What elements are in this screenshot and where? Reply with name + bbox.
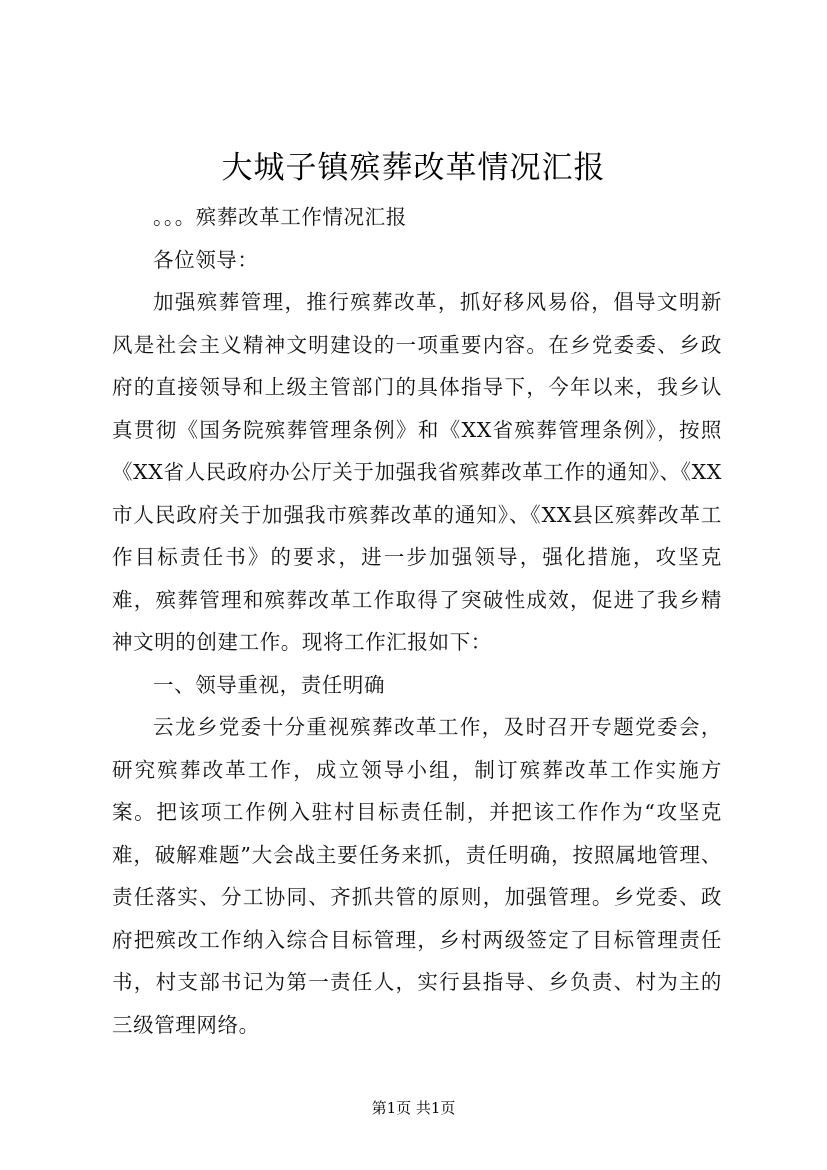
section-heading: 一、领导重视，责任明确 <box>153 672 386 697</box>
subtitle-paragraph: 。。。殡葬改革工作情况汇报 <box>153 205 407 229</box>
document-title: 大城子镇殡葬改革情况汇报 <box>221 150 606 186</box>
section-paragraph: 云龙乡党委十分重视殡葬改革工作，及时召开专题党委会，研究殡葬改革工作，成立领导小组，制订殡葬改革工作实施方案。把该项工作例入驻村目标责任制，并把该工作作为“攻坚克难，破解难题”大会战主要任务来抓，责任明确，按照属地管理、责任落实、分工协同、齐抓共管的原则，加强管理。乡党委、政府把殡改工作纳入综合目标管理，乡村两级签定了目标管理责任书，村支部书记为第一责任人，实行县指导、乡负责、村为主的三级管理网络。 <box>112 715 722 1037</box>
intro-paragraph: 加强殡葬管理，推行殡葬改革，抓好移风易俗，倡导文明新风是社会主义精神文明建设的一项重要内容。在乡党委委、乡政府的直接领导和上级主管部门的具体指导下，今年以来，我乡认真贯彻《国务院殡葬管理条例》和《XX省殡葬管理条例》，按照《XX省人民政府办公厅关于加强我省殡葬改革工作的通知》、《XX市人民政府关于加强我市殡葬改革的通知》、《XX县区殡葬改革工作目标责任书》的要求，进一步加强领导，强化措施，攻坚克难，殡葬管理和殡葬改革工作取得了突破性成效，促进了我乡精神文明的创建工作。现将工作汇报如下： <box>112 290 722 654</box>
document-body <box>112 196 722 1046</box>
page-footer: 第1页 共1页 <box>371 1099 456 1117</box>
salutation-paragraph: 各位领导： <box>153 247 259 272</box>
